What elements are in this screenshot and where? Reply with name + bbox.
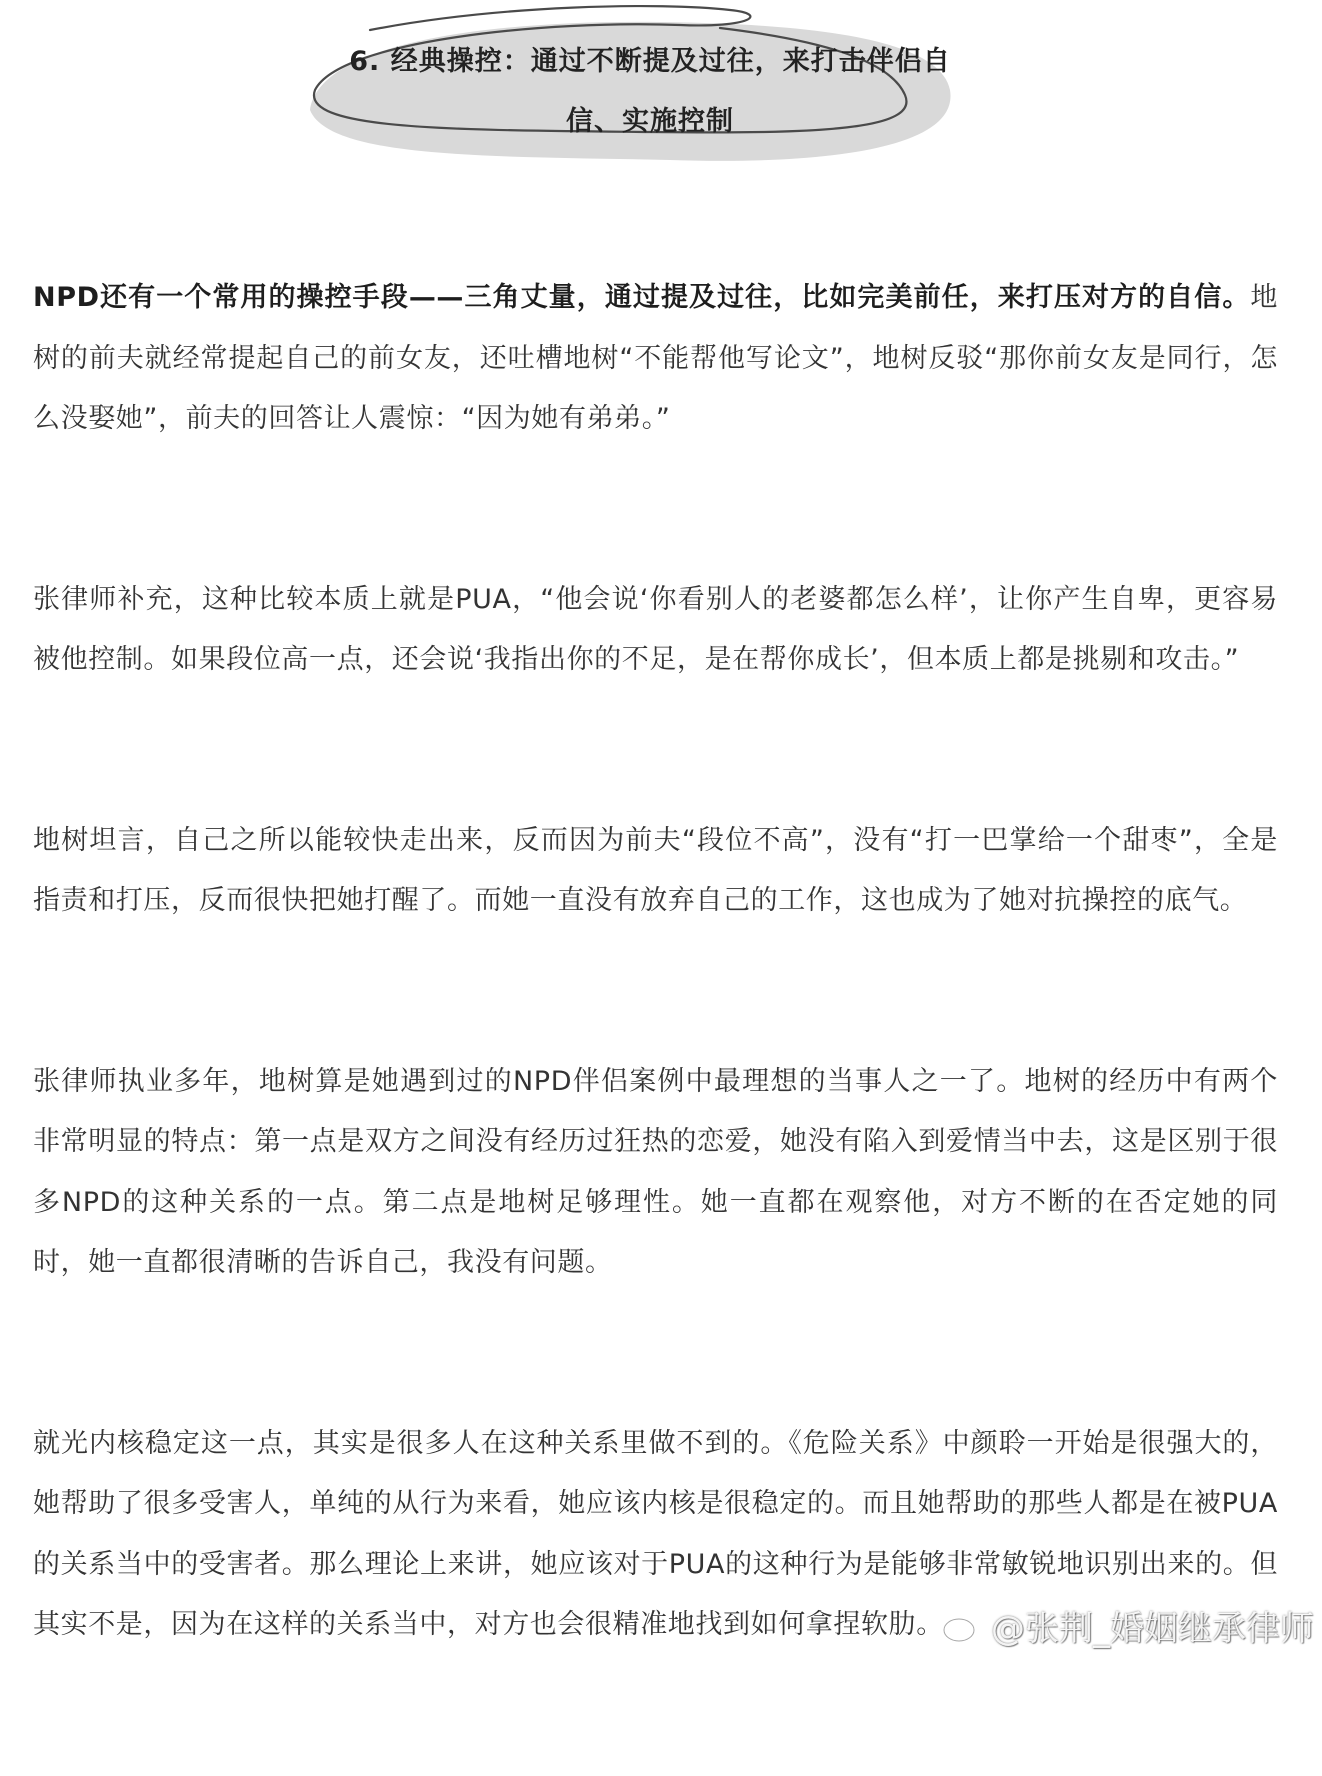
paragraph-4 — [33, 1052, 1278, 1294]
weibo-watermark — [941, 1601, 1314, 1650]
heading-line-1: 6. 经典操控：通过不断提及过往，来打击伴侣自 — [349, 46, 951, 77]
section-heading — [300, 0, 1000, 180]
paragraph-3-text: 地树坦言，自己之所以能较快走出来，反而因为前夫“段位不高”，没有“打一巴掌给一个甜枣”，全是指责和打压，反而很快把她打醒了。而她一直没有放弃自己的工作，这也成为了她对抗操控的底气。 — [33, 824, 1278, 916]
watermark-text: @张荆_婚姻继承律师 — [991, 1609, 1314, 1649]
paragraph-2-text: 张律师补充，这种比较本质上就是PUA，“他会说‘你看别人的老婆都怎么样’，让你产生自卑，更容易被他控制。如果段位高一点，还会说‘我指出你的不足，是在帮你成长’，但本质上都是挑剔和攻击。” — [33, 583, 1278, 675]
paragraph-3 — [33, 811, 1278, 932]
paragraph-1-bold-lead: NPD还有一个常用的操控手段——三角丈量，通过提及过往，比如完美前任，来打压对方的自信。 — [33, 282, 1251, 313]
heading-title — [300, 32, 1000, 152]
paragraph-4-text: 张律师执业多年，地树算是她遇到过的NPD伴侣案例中最理想的当事人之一了。地树的经历中有两个非常明显的特点：第一点是双方之间没有经历过狂热的恋爱，她没有陷入到爱情当中去，这是区别于很多NPD的这种关系的一点。第二点是地树足够理性。她一直都在观察他，对方不断的在否定她的同时，她一直都很清晰的告诉自己，我没有问题。 — [33, 1065, 1278, 1278]
paragraph-1-text: 地树的前夫就经常提起自己的前女友，还吐槽地树“不能帮他写论文”，地树反驳“那你前女友是同行，怎么没娶她”，前夫的回答让人震惊：“因为她有弟弟。” — [33, 282, 1278, 434]
heading-line-2: 信、实施控制 — [566, 106, 734, 137]
article-body — [33, 268, 1278, 1776]
paragraph-1 — [33, 268, 1278, 450]
paragraph-2 — [33, 570, 1278, 691]
paragraph-5-text: 就光内核稳定这一点，其实是很多人在这种关系里做不到的。《危险关系》中颜聆一开始是很强大的，她帮助了很多受害人，单纯的从行为来看，她应该内核是很稳定的。而且她帮助的那些人都是在被PUA的关系当中的受害者。那么理论上来讲，她应该对于PUA的这种行为是能够非常敏锐地识别出来的。但其实不是，因为在这样的关系当中，对方也会很精准地找到如何拿捏软肋。 — [33, 1427, 1278, 1640]
weibo-icon — [941, 1608, 985, 1644]
